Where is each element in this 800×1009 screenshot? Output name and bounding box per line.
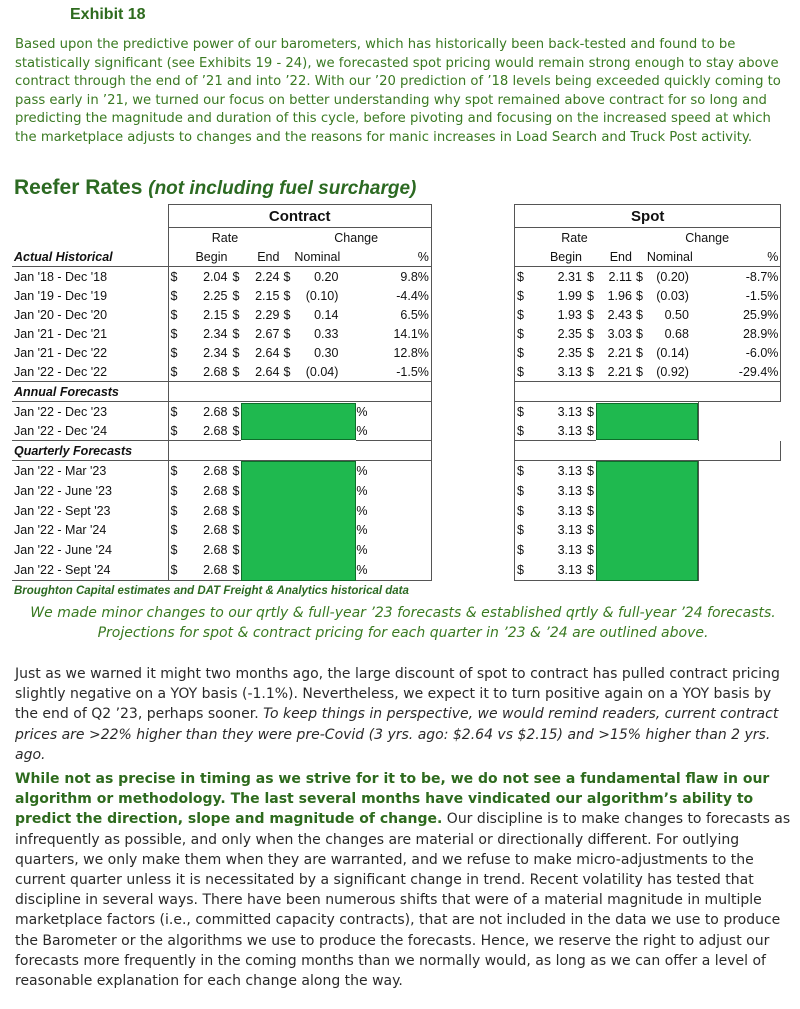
contract-end: 2.64	[255, 345, 280, 360]
dollar-sign: $	[515, 267, 526, 287]
spot-begin: 2.35	[557, 345, 582, 360]
forecast-row	[12, 402, 431, 422]
contract-header: Contract	[168, 205, 431, 228]
blank	[515, 382, 781, 402]
dollar-sign: $	[635, 288, 643, 303]
contract-end: 2.67	[255, 326, 280, 341]
spot-end: 3.03	[607, 326, 632, 341]
forecast-redacted-box	[241, 402, 356, 441]
pct-sign: %	[356, 461, 431, 481]
dollar-sign: $	[232, 503, 240, 518]
forecast-row	[12, 520, 431, 540]
spot-pct: -1.5%	[699, 286, 781, 305]
dollar-sign: $	[515, 481, 526, 501]
title-main: Reefer Rates	[14, 176, 143, 199]
dollar-sign: $	[229, 560, 241, 580]
spot-historical-row	[515, 305, 781, 324]
dollar-sign: $	[232, 345, 240, 360]
spot-title-row	[515, 205, 781, 228]
dollar-sign: $	[229, 362, 241, 382]
contract-pct: -4.4%	[356, 286, 431, 305]
contract-begin: 2.34	[203, 326, 228, 341]
change-header: Change	[281, 228, 431, 248]
source-note: Broughton Capital estimates and DAT Freight & Analytics historical data	[14, 585, 409, 597]
dollar-sign: $	[515, 501, 526, 521]
dollar-sign: $	[232, 307, 240, 322]
spot-begin: 3.13	[557, 483, 582, 498]
change-header: Change	[634, 228, 781, 248]
contract-end: 2.29	[255, 307, 280, 322]
dollar-sign: $	[515, 286, 526, 305]
spot-begin: 3.13	[557, 503, 582, 518]
spot-end: 2.21	[607, 345, 632, 360]
spot-begin: 1.93	[557, 307, 582, 322]
dollar-sign: $	[635, 345, 643, 360]
contract-historical-row	[12, 267, 431, 287]
green-redaction-box	[241, 461, 356, 581]
forecast-row	[12, 421, 431, 441]
blank	[168, 441, 431, 461]
dollar-sign: $	[587, 523, 594, 538]
contract-historical-row	[12, 362, 431, 382]
contract-nominal: 0.14	[314, 307, 339, 322]
spot-end: 2.11	[608, 269, 632, 284]
dollar-sign: $	[515, 421, 526, 441]
dollar-sign: $	[168, 501, 179, 521]
spot-nominal: 0.50	[664, 307, 689, 322]
dollar-sign: $	[168, 560, 179, 580]
contract-end: 2.24	[255, 269, 280, 284]
pct-sign: %	[356, 560, 431, 580]
dollar-sign: $	[168, 481, 179, 501]
intro-paragraph: Based upon the predictive power of our barometers, which has historically been back-tested and found to be statistically significant (see Exhibits 19 - 24), we forecasted spot pricing would remain strong enough to stay above contract through the end of ’21 and into ’22. With our ’20 prediction of ’18 levels being exceeded quickly coming to pass early in ’21, we turned our focus on better understanding why spot remained above contract for so long and predicting the magnitude and duration of this cycle, before pivoting and focusing on the increased speed at which the marketplace adjusts to changes and the reasons for manic increases in Load Search and Truck Post activity.	[15, 37, 781, 145]
contract-nominal: 0.30	[314, 345, 339, 360]
dollar-sign: $	[587, 326, 594, 341]
dollar-sign: $	[587, 269, 594, 284]
dollar-sign: $	[168, 324, 179, 343]
pct-sign: %	[356, 540, 431, 560]
contract-pct: 9.8%	[356, 267, 431, 287]
end-header: End	[241, 247, 281, 267]
contract-historical-row	[12, 305, 431, 324]
period-label: Jan '22 - June '24	[14, 543, 112, 558]
pct-header: %	[356, 247, 431, 267]
dollar-sign: $	[634, 362, 645, 382]
dollar-sign: $	[587, 463, 594, 478]
dollar-sign: $	[168, 286, 179, 305]
contract-end: 2.15	[255, 288, 280, 303]
dollar-sign: $	[283, 288, 291, 303]
contract-nominal: 0.33	[314, 326, 339, 341]
forecast-row	[515, 461, 781, 481]
section-header-row	[515, 382, 781, 402]
blank	[515, 441, 781, 461]
contract-pct: 6.5%	[356, 305, 431, 324]
spot-historical-row	[515, 267, 781, 287]
period-label: Jan '22 - June '23	[14, 483, 112, 498]
spot-begin: 3.13	[526, 421, 584, 441]
dollar-sign: $	[515, 461, 526, 481]
contract-begin: 2.68	[203, 463, 228, 478]
spot-begin: 2.31	[557, 269, 582, 284]
contract-begin: 2.68	[179, 560, 229, 580]
section-header-row	[12, 382, 431, 402]
contract-historical-row	[12, 343, 431, 362]
spot-begin: 3.13	[557, 404, 582, 419]
dollar-sign: $	[232, 404, 240, 419]
spot-historical-row	[515, 286, 781, 305]
contract-begin: 2.68	[203, 523, 228, 538]
paragraph-yoy-italic: To keep things in perspective, we would remind readers, current contract prices are >22% higher than they were pre-Covid (3 yrs. ago: $2.64 vs $2.15) and >15% higher than 2 yrs. ago.	[15, 706, 779, 763]
dollar-sign: $	[515, 540, 526, 560]
spot-subheader-row	[515, 228, 781, 248]
pct-sign: %	[356, 402, 431, 422]
dollar-sign: $	[283, 326, 291, 341]
dollar-sign: $	[168, 421, 179, 441]
spot-begin: 1.99	[557, 288, 582, 303]
dollar-sign: $	[584, 560, 596, 580]
paragraph-yoy	[15, 664, 795, 765]
spot-pct: -8.7%	[699, 267, 781, 287]
dollar-sign: $	[281, 362, 292, 382]
green-redaction-box	[241, 403, 356, 441]
period-label: Jan '22 - Sept '24	[12, 560, 168, 580]
forecast-redacted-box	[241, 461, 356, 581]
spot-nominal: (0.20)	[656, 269, 689, 284]
spot-begin: 2.35	[557, 326, 582, 341]
dollar-sign: $	[232, 463, 240, 478]
period-label: Jan '22 - Dec '22	[12, 362, 168, 382]
dollar-sign: $	[635, 269, 643, 284]
pct-sign: %	[356, 520, 431, 540]
paragraph-methodology-bold: While not as precise in timing as we strive for it to be, we do not see a fundamental flaw in our algorithm or methodology. The last several months have vindicated our algorithm’s ability to predict the direction, slope and magnitude of change.	[15, 771, 770, 828]
contract-pct: -1.5%	[356, 362, 431, 382]
dollar-sign: $	[168, 461, 179, 481]
forecast-row	[12, 481, 431, 501]
dollar-sign: $	[584, 421, 596, 441]
contract-begin: 2.68	[179, 362, 229, 382]
spot-historical-row	[515, 362, 781, 382]
dollar-sign: $	[168, 362, 179, 382]
period-label: Jan '22 - Mar '24	[14, 523, 107, 538]
contract-begin: 2.68	[203, 503, 228, 518]
contract-historical-row	[12, 286, 431, 305]
dollar-sign: $	[232, 326, 240, 341]
spot-end: 1.96	[607, 288, 632, 303]
spot-table	[514, 204, 781, 581]
dollar-sign: $	[587, 483, 594, 498]
rate-header: Rate	[168, 228, 281, 248]
blank	[12, 205, 168, 228]
period-label: Jan '22 - Mar '23	[14, 463, 107, 478]
pct-sign: %	[356, 421, 431, 441]
contract-begin: 2.68	[203, 404, 228, 419]
dollar-sign: $	[283, 269, 291, 284]
dollar-sign: $	[587, 307, 594, 322]
spot-header: Spot	[515, 205, 781, 228]
end-header: End	[596, 247, 634, 267]
contract-nominal: (0.10)	[305, 288, 339, 303]
spot-pct: -6.0%	[699, 343, 781, 362]
dollar-sign: $	[232, 288, 240, 303]
forecast-row	[12, 540, 431, 560]
pct-sign: %	[356, 481, 431, 501]
contract-begin: 2.68	[203, 543, 228, 558]
spot-historical-row	[515, 343, 781, 362]
green-redaction-box	[596, 461, 698, 581]
contract-end: 2.64	[241, 362, 281, 382]
pct-header: %	[699, 247, 781, 267]
dollar-sign: $	[515, 324, 526, 343]
spot-begin: 3.13	[526, 362, 584, 382]
contract-begin: 2.68	[203, 483, 228, 498]
forecast-row	[515, 402, 781, 422]
dollar-sign: $	[283, 307, 291, 322]
dollar-sign: $	[515, 362, 526, 382]
dollar-sign: $	[515, 560, 526, 580]
spot-nominal: (0.14)	[656, 345, 689, 360]
period-label: Jan '22 - Dec '23	[14, 404, 108, 419]
dollar-sign: $	[515, 305, 526, 324]
contract-title-row	[12, 205, 431, 228]
dollar-sign: $	[229, 421, 241, 441]
spot-pct: 28.9%	[699, 324, 781, 343]
dollar-sign: $	[168, 520, 179, 540]
section-actual: Actual Historical	[12, 247, 168, 267]
spot-end: 2.21	[596, 362, 634, 382]
blank	[515, 247, 526, 267]
paragraph-yoy-text: Just as we warned it might two months ago, the large discount of spot to contract has pulled contract pricing slightly negative on a YOY basis (-1.1%). Nevertheless, we expect it to turn positive again on a YOY basis by the end of Q2 ’23, perhaps sooner.	[15, 666, 780, 723]
forecast-row	[12, 560, 431, 580]
contract-historical-row	[12, 324, 431, 343]
period-label: Jan '21 - Dec '21	[14, 326, 108, 341]
green-redaction-box	[596, 403, 698, 441]
dollar-sign: $	[587, 503, 594, 518]
spot-begin: 3.13	[557, 463, 582, 478]
contract-begin: 2.15	[203, 307, 228, 322]
dollar-sign: $	[515, 520, 526, 540]
spot-column-row	[515, 247, 781, 267]
section-header-row	[12, 441, 431, 461]
blank	[229, 247, 241, 267]
spot-begin: 3.13	[557, 523, 582, 538]
spot-pct: 25.9%	[699, 305, 781, 324]
dollar-sign: $	[515, 402, 526, 422]
spot-end: 2.43	[607, 307, 632, 322]
period-label: Jan '20 - Dec '20	[14, 307, 108, 322]
spot-historical-row	[515, 324, 781, 343]
period-label: Jan '22 - Dec '24	[12, 421, 168, 441]
period-label: Jan '19 - Dec '19	[14, 288, 108, 303]
table-title	[14, 176, 416, 200]
section-header-row	[515, 441, 781, 461]
dollar-sign: $	[232, 269, 240, 284]
contract-pct: 14.1%	[356, 324, 431, 343]
pct-sign: %	[356, 501, 431, 521]
contract-begin: 2.25	[203, 288, 228, 303]
nominal-header: Nominal	[645, 247, 699, 267]
blank	[168, 247, 179, 267]
forecast-redacted-box	[596, 461, 699, 581]
contract-pct: 12.8%	[356, 343, 431, 362]
rate-header: Rate	[515, 228, 634, 248]
contract-nominal: 0.20	[314, 269, 339, 284]
dollar-sign: $	[232, 483, 240, 498]
dollar-sign: $	[232, 543, 240, 558]
blank	[281, 247, 292, 267]
spot-pct: -29.4%	[699, 362, 781, 382]
contract-table	[12, 204, 432, 581]
dollar-sign: $	[232, 523, 240, 538]
spot-begin: 3.13	[526, 560, 584, 580]
dollar-sign: $	[168, 305, 179, 324]
forecast-note: We made minor changes to our qrtly & full-year ’23 forecasts & established qrtly & full-year ’24 forecasts. Projections for spot & contract pricing for each quarter in ’23 & ’24 are outlined above.	[30, 605, 776, 641]
contract-begin: 2.34	[203, 345, 228, 360]
section-quarterly: Quarterly Forecasts	[12, 441, 168, 461]
blank	[12, 228, 168, 248]
dollar-sign: $	[168, 540, 179, 560]
blank	[634, 247, 645, 267]
dollar-sign: $	[587, 345, 594, 360]
contract-subheader-row	[12, 228, 431, 248]
dollar-sign: $	[168, 343, 179, 362]
period-label: Jan '18 - Dec '18	[14, 269, 108, 284]
exhibit-label: Exhibit 18	[70, 6, 146, 23]
paragraph-methodology-text: Our discipline is to make changes to forecasts as infrequently as possible, and only when the changes are material or directionally different. For outlying quarters, we only make them when they are warranted, and we refuse to make micro-adjustments to the current quarter unless it is necessitated by a significant change in trend. Recent volatility has tested that discipline in several ways. There have been numerous shifts that were of a material magnitude in multiple marketplace factors (i.e., committed capacity contracts), that are not included in the data we use to produce the Barometer or the algorithms we use to produce the forecasts. Hence, we reserve the right to adjust our forecasts more frequently in the coming months than we normally would, as long as we can offer a level of reasonable explanation for each change along the way.	[15, 811, 791, 990]
contract-nominal: (0.04)	[292, 362, 356, 382]
section-annual: Annual Forecasts	[12, 382, 168, 402]
dollar-sign: $	[587, 543, 594, 558]
spot-nominal: (0.92)	[645, 362, 699, 382]
nominal-header: Nominal	[292, 247, 356, 267]
begin-header: Begin	[179, 247, 229, 267]
begin-header: Begin	[526, 247, 584, 267]
dollar-sign: $	[635, 326, 643, 341]
forecast-row	[12, 501, 431, 521]
forecast-redacted-box	[596, 402, 699, 441]
period-label: Jan '22 - Sept '23	[14, 503, 111, 518]
dollar-sign: $	[587, 404, 594, 419]
dollar-sign: $	[635, 307, 643, 322]
period-label: Jan '21 - Dec '22	[14, 345, 108, 360]
paragraph-methodology	[15, 769, 795, 991]
spot-nominal: (0.03)	[656, 288, 689, 303]
blank	[584, 247, 596, 267]
title-sub: (not including fuel surcharge)	[148, 178, 417, 199]
contract-begin: 2.68	[179, 421, 229, 441]
spot-begin: 3.13	[557, 543, 582, 558]
forecast-row	[12, 461, 431, 481]
dollar-sign: $	[584, 362, 596, 382]
dollar-sign: $	[283, 345, 291, 360]
dollar-sign: $	[168, 267, 179, 287]
dollar-sign: $	[168, 402, 179, 422]
contract-column-row	[12, 247, 431, 267]
blank	[168, 382, 431, 402]
spot-nominal: 0.68	[664, 326, 689, 341]
dollar-sign: $	[587, 288, 594, 303]
contract-begin: 2.04	[203, 269, 228, 284]
dollar-sign: $	[515, 343, 526, 362]
